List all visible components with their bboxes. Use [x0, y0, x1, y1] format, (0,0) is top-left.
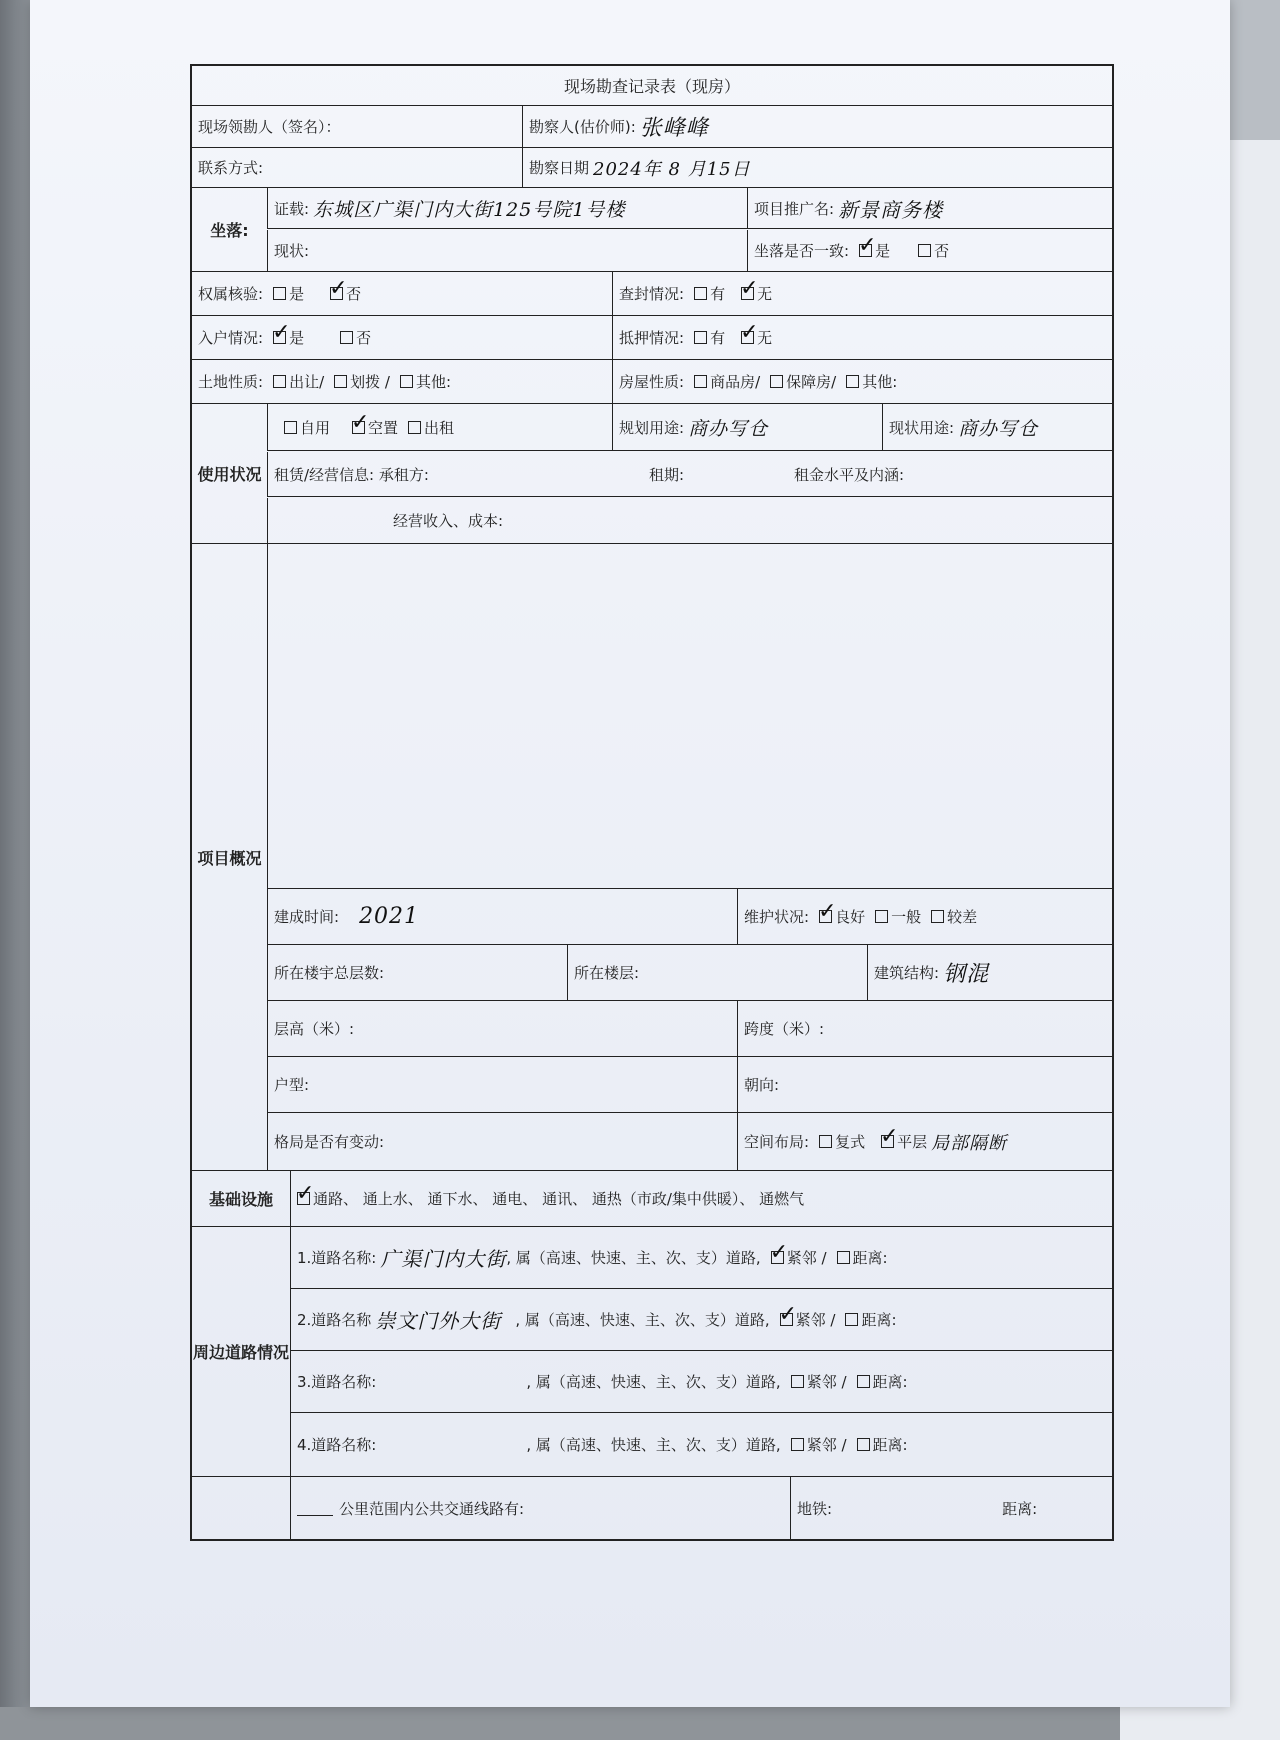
date-label: 勘察日期 — [529, 159, 590, 177]
row-transit — [192, 1477, 1112, 1539]
road3-label: 3.道路名称: — [297, 1373, 377, 1391]
built-label: 建成时间: — [274, 908, 340, 926]
space-opt2-checkbox[interactable] — [881, 1135, 894, 1148]
house-opt3-label: 其他: — [862, 373, 898, 391]
current-label: 现状: — [267, 230, 747, 271]
seal-yes-label: 有 — [710, 285, 726, 303]
transit-label: 公里范围内公共交通线路有: — [339, 1499, 525, 1518]
ownership-cell — [192, 272, 612, 315]
lease-label: 租赁/经营信息: 承租方: — [274, 465, 429, 484]
ownership-label: 权属核验: — [198, 285, 264, 303]
actual-value: 商办写仓 — [958, 417, 1039, 440]
row-contact — [192, 148, 1112, 188]
metro-dist-label: 距离: — [1002, 1499, 1038, 1518]
row-location — [192, 188, 1112, 272]
road3-dist-label: 距离: — [872, 1373, 908, 1391]
land-opt3-label: 其他: — [415, 373, 452, 391]
space-opt1-checkbox[interactable] — [819, 1135, 832, 1148]
road1-value: 广渠门内大街 — [380, 1247, 507, 1271]
mortgage-label: 抵押情况: — [619, 329, 685, 347]
road4-adj-checkbox[interactable] — [791, 1438, 804, 1451]
consistent-yes-checkbox[interactable] — [859, 244, 872, 257]
house-opt2-label: 保障房/ — [786, 373, 837, 391]
land-opt1-checkbox[interactable] — [273, 375, 286, 388]
entry-no-checkbox[interactable] — [340, 331, 353, 344]
cert-cell — [267, 188, 747, 229]
location-label: 坐落: — [210, 221, 249, 240]
house-opt1-label: 商品房/ — [710, 373, 761, 391]
orient-label: 朝向: — [737, 1057, 1112, 1113]
project-label: 项目推广名: — [754, 199, 835, 218]
row-roads — [192, 1227, 1112, 1477]
space-opt2-label: 平层 — [897, 1133, 928, 1151]
road3-cell — [290, 1351, 1112, 1413]
land-label: 土地性质: — [198, 373, 264, 391]
date-value: 2024年 8 月15日 — [593, 158, 751, 180]
use-opt3-label: 出租 — [424, 418, 455, 437]
consistent-cell — [747, 230, 1112, 271]
infra-road-checkbox[interactable] — [297, 1192, 310, 1205]
consistent-yes-label: 是 — [875, 242, 891, 260]
infra-label: 基础设施 — [208, 1190, 273, 1209]
metro-cell — [790, 1477, 1112, 1539]
road1-cell — [290, 1227, 1112, 1289]
overview-label: 项目概况 — [197, 848, 262, 868]
entry-no-label: 否 — [356, 329, 372, 347]
ownership-yes-label: 是 — [289, 285, 305, 303]
road1-types: , 属（高速、快速、主、次、支）道路, — [506, 1249, 761, 1267]
road4-label: 4.道路名称: — [297, 1436, 377, 1454]
use-options-cell — [267, 404, 612, 451]
road2-dist-label: 距离: — [861, 1311, 897, 1329]
road1-dist-checkbox[interactable] — [837, 1251, 850, 1264]
mortgage-no-label: 无 — [757, 329, 773, 347]
maint-label: 维护状况: — [744, 908, 810, 926]
guide-label: 现场领勘人（签名）： — [198, 118, 341, 136]
use-opt2-label: 空置 — [368, 418, 399, 437]
use-opt1-checkbox[interactable] — [284, 421, 297, 434]
mortgage-cell — [612, 316, 1112, 359]
lease-cell — [267, 452, 1112, 497]
space-value: 局部隔断 — [931, 1132, 1008, 1154]
maint-opt1-checkbox[interactable] — [819, 910, 832, 923]
house-opt1-checkbox[interactable] — [694, 375, 707, 388]
maint-opt1-label: 良好 — [835, 908, 866, 926]
transit-cell — [290, 1477, 790, 1539]
cert-label: 证载: — [274, 199, 310, 218]
use-opt2-checkbox[interactable] — [352, 421, 365, 434]
land-opt2-checkbox[interactable] — [334, 375, 347, 388]
use-opt1-label: 自用 — [300, 418, 331, 437]
maint-cell — [737, 889, 1112, 945]
mortgage-yes-checkbox[interactable] — [694, 331, 707, 344]
actual-cell — [882, 404, 1112, 451]
row-overview — [192, 544, 1112, 1171]
road4-dist-label: 距离: — [872, 1436, 908, 1454]
use-label: 使用状况 — [197, 465, 262, 484]
change-label: 格局是否有变动: — [267, 1113, 737, 1170]
maint-opt2-checkbox[interactable] — [875, 910, 888, 923]
date-cell — [522, 148, 1112, 187]
road4-adj-label: 紧邻 / — [806, 1436, 847, 1454]
space-cell — [737, 1113, 1112, 1170]
rent-label: 租金水平及内涵: — [794, 465, 905, 484]
overview-blank-area — [267, 544, 1112, 889]
plan-label: 规划用途: — [619, 418, 685, 437]
plan-cell — [612, 404, 882, 451]
term-label: 租期: — [648, 465, 684, 484]
seal-no-label: 无 — [757, 285, 773, 303]
entry-yes-checkbox[interactable] — [273, 331, 286, 344]
road1-dist-label: 距离: — [852, 1249, 888, 1267]
struct-cell — [867, 945, 1112, 1001]
house-label: 房屋性质: — [619, 373, 685, 391]
road3-dist-checkbox[interactable] — [857, 1375, 870, 1388]
project-cell — [747, 188, 1112, 229]
surveyor-signature: 张峰峰 — [639, 116, 709, 141]
height-label: 层高（米）: — [267, 1001, 737, 1057]
road-section-label: 周边道路情况 — [192, 1343, 289, 1362]
road1-adj-checkbox[interactable] — [771, 1251, 784, 1264]
surveyor-cell — [522, 106, 1112, 147]
type-label: 户型: — [267, 1057, 737, 1113]
road2-value: 崇文门外大街 — [375, 1309, 502, 1333]
form-title: 现场勘查记录表（现房） — [563, 77, 740, 96]
land-opt3-checkbox[interactable] — [400, 375, 413, 388]
infra-cell — [290, 1171, 1112, 1226]
use-opt3-checkbox[interactable] — [408, 421, 421, 434]
contact-label: 联系方式: — [198, 159, 264, 177]
land-opt1-label: 出让/ — [289, 373, 325, 391]
road4-types: , 属（高速、快速、主、次、支）道路, — [526, 1436, 781, 1454]
road2-label: 2.道路名称 — [297, 1311, 372, 1329]
row-land — [192, 360, 1112, 404]
consistent-no-label: 否 — [934, 242, 950, 260]
ownership-yes-checkbox[interactable] — [273, 287, 286, 300]
road1-label: 1.道路名称: — [297, 1249, 377, 1267]
road4-cell — [290, 1413, 1112, 1476]
seal-label: 查封情况: — [619, 285, 685, 303]
road3-adj-checkbox[interactable] — [791, 1375, 804, 1388]
row-entry — [192, 316, 1112, 360]
project-value: 新景商务楼 — [838, 197, 944, 222]
house-opt3-checkbox[interactable] — [846, 375, 859, 388]
built-value: 2021 — [359, 904, 420, 929]
road3-adj-label: 紧邻 / — [806, 1373, 847, 1391]
survey-form — [190, 64, 1114, 1541]
metro-label: 地铁: — [797, 1499, 833, 1518]
mortgage-yes-label: 有 — [710, 329, 726, 347]
maint-opt2-label: 一般 — [891, 908, 922, 926]
maint-opt3-label: 较差 — [947, 908, 978, 926]
floors-label: 所在楼宇总层数: — [267, 945, 567, 1001]
land-opt2-label: 划拨 / — [350, 373, 390, 391]
road2-adj-label: 紧邻 / — [795, 1311, 836, 1329]
row-usage — [192, 404, 1112, 544]
struct-value: 钢混 — [943, 962, 990, 987]
entry-yes-label: 是 — [289, 329, 305, 347]
cert-value: 东城区广渠门内大街125号院1号楼 — [313, 198, 626, 221]
form-title-row — [192, 66, 1112, 106]
road2-cell — [290, 1289, 1112, 1351]
ownership-no-checkbox[interactable] — [330, 287, 343, 300]
built-cell — [267, 889, 737, 945]
seal-yes-checkbox[interactable] — [694, 287, 707, 300]
maint-opt3-checkbox[interactable] — [931, 910, 944, 923]
house-opt2-checkbox[interactable] — [770, 375, 783, 388]
road1-adj-label: 紧邻 / — [786, 1249, 827, 1267]
space-label: 空间布局: — [744, 1133, 810, 1151]
row-infra — [192, 1171, 1112, 1227]
house-cell — [612, 360, 1112, 403]
span-label: 跨度（米）: — [737, 1001, 1112, 1057]
infra-text: 通路、 通上水、 通下水、 通电、 通讯、 通热（市政/集中供暖）、 通燃气 — [313, 1190, 805, 1208]
space-opt1-label: 复式 — [835, 1133, 866, 1151]
struct-label: 建筑结构: — [874, 964, 940, 982]
consistent-label: 坐落是否一致: — [754, 242, 850, 260]
row-guide — [192, 106, 1112, 148]
plan-value: 商办写仓 — [688, 417, 769, 440]
road2-adj-checkbox[interactable] — [780, 1313, 793, 1326]
mortgage-no-checkbox[interactable] — [741, 331, 754, 344]
income-label: 经营收入、成本: — [267, 498, 1112, 543]
land-cell — [192, 360, 612, 403]
road3-types: , 属（高速、快速、主、次、支）道路, — [526, 1373, 781, 1391]
road2-dist-checkbox[interactable] — [845, 1313, 858, 1326]
seal-cell — [612, 272, 1112, 315]
consistent-no-checkbox[interactable] — [918, 244, 931, 257]
entry-label: 入户情况: — [198, 329, 264, 347]
floor-label: 所在楼层: — [567, 945, 867, 1001]
seal-no-checkbox[interactable] — [741, 287, 754, 300]
surveyor-label: 勘察人(估价师): — [529, 118, 636, 136]
road2-types: , 属（高速、快速、主、次、支）道路, — [515, 1311, 770, 1329]
road4-dist-checkbox[interactable] — [857, 1438, 870, 1451]
actual-label: 现状用途: — [889, 418, 955, 437]
ownership-no-label: 否 — [346, 285, 362, 303]
row-ownership — [192, 272, 1112, 316]
transit-km-blank — [297, 1501, 333, 1516]
entry-cell — [192, 316, 612, 359]
